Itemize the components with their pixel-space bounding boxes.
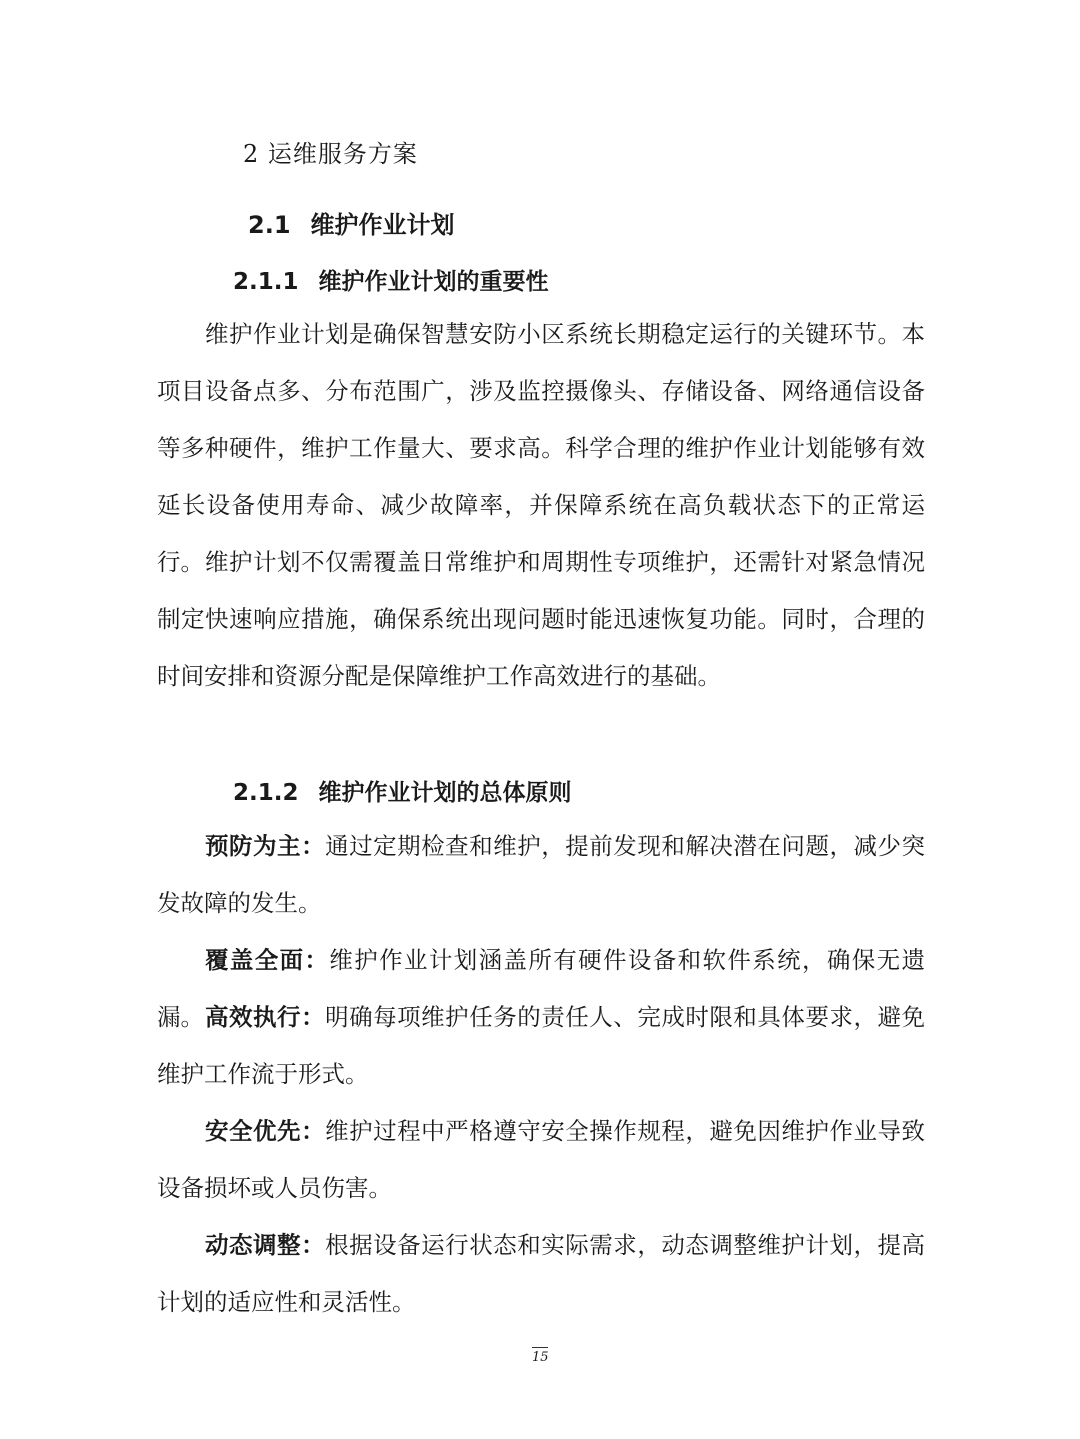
principle-label: 高效执行： <box>205 1003 326 1031</box>
principle-label: 覆盖全面： <box>205 946 330 974</box>
principle-paragraph <box>157 818 925 932</box>
section-number: 2.1.1 <box>233 269 299 295</box>
section-heading-2-1-2 <box>233 774 572 807</box>
principle-label: 动态调整： <box>205 1231 326 1259</box>
section-title: 维护作业计划 <box>310 211 455 239</box>
section-heading-2-1 <box>248 205 455 240</box>
paragraph: 维护计划不仅需覆盖日常维护和周期性专项维护，还需针对紧急情况制定快速响应措施，确保系统出现问题时能迅速恢复功能。同时，合理的时间安排和资源分配是保障维护工作高效进行的基础。 <box>157 548 925 690</box>
section-number: 2.1 <box>248 211 291 239</box>
principle-text: 根据设备运行状态和实际需求，动态调整维护计划，提高计划的适应性和灵活性。 <box>157 1231 926 1316</box>
section-title: 维护作业计划的重要性 <box>318 269 549 295</box>
principle-paragraph <box>157 1103 925 1217</box>
page-number: 15 <box>532 1350 549 1365</box>
principle-text: 通过定期检查和维护，提前发现和解决潜在问题，减少突发故障的发生。 <box>157 832 926 917</box>
paragraph: 维护作业计划是确保智慧安防小区系统长期稳定运行的关键环节。本项目设备点多、分布范围广，涉及监控摄像头、存储设备、网络通信设备等多种硬件，维护工作量大、要求高。科学合理的维护作业计划能够有效延长设备使用寿命、减少故障率，并保障系统在高负载状态下的正常运行。 <box>157 320 925 576</box>
principle-text: 明确每项维护任务的责任人、完成时限和具体要求，避免维护工作流于形式。 <box>157 1003 926 1088</box>
principle-label: 预防为主： <box>205 832 326 860</box>
chapter-heading: 2 运维服务方案 <box>243 140 418 168</box>
principle-text: 维护作业计划涵盖所有硬件设备和软件系统，确保无遗漏。 <box>157 946 925 1031</box>
section-number: 2.1.2 <box>233 780 299 806</box>
section-title: 维护作业计划的总体原则 <box>318 780 572 806</box>
footer-rule <box>532 1347 548 1348</box>
principle-text: 维护过程中严格遵守安全操作规程，避免因维护作业导致设备损坏或人员伤害。 <box>157 1117 926 1202</box>
principle-label: 安全优先： <box>205 1117 326 1145</box>
principle-paragraph <box>157 1217 925 1331</box>
principle-paragraph <box>157 989 925 1103</box>
section-heading-2-1-1 <box>233 263 549 296</box>
